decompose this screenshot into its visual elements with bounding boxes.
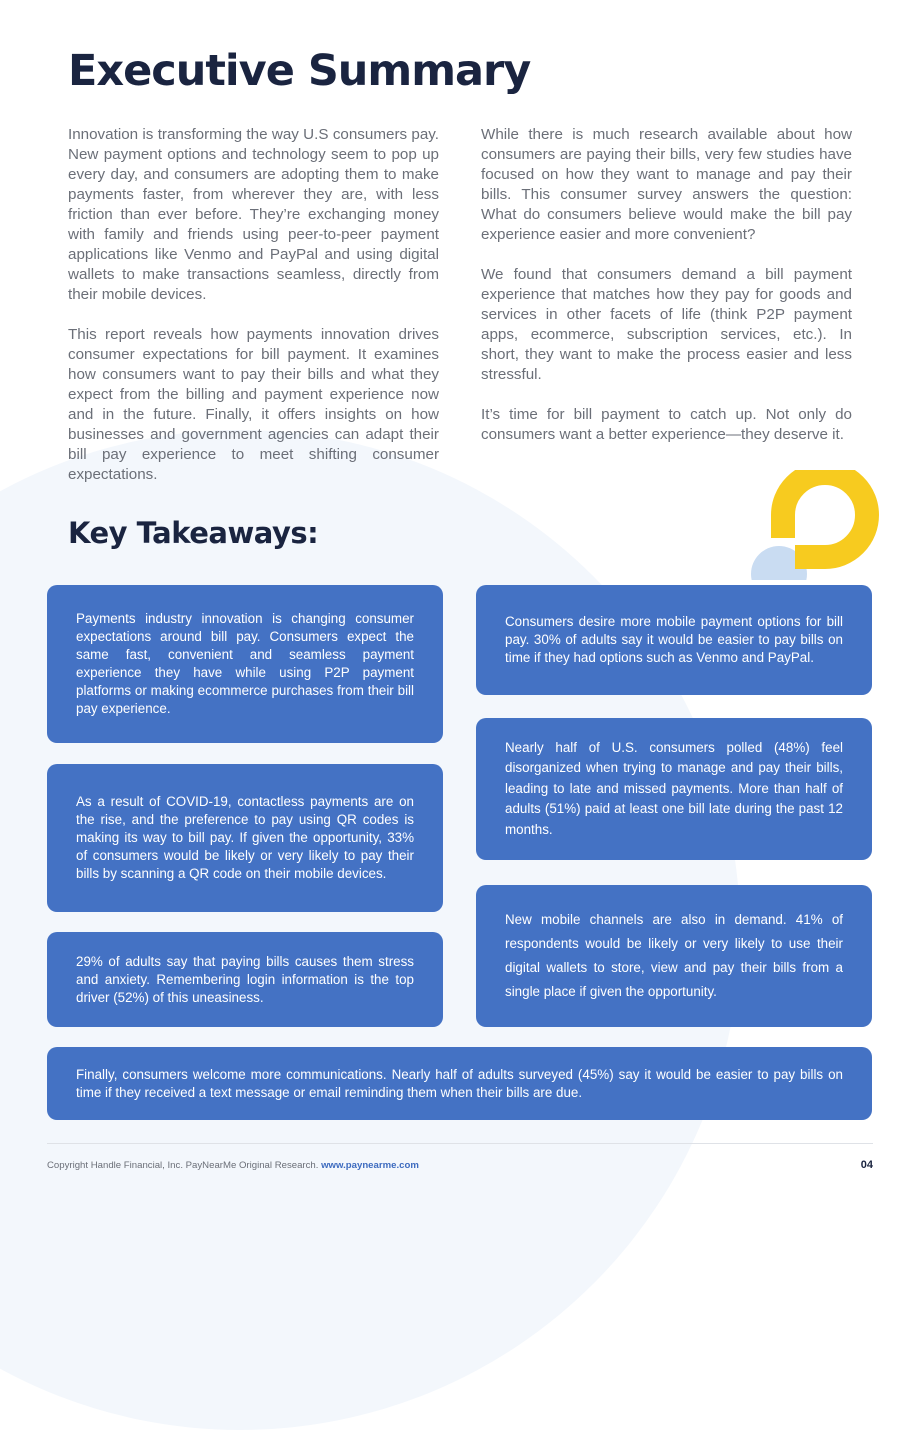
takeaway-card	[47, 1047, 872, 1120]
intro-paragraph: We found that consumers demand a bill payment experience that matches how they pay for goods and services in other facets of life (think P2P payment apps, ecommerce, subscription services, etc.). In short, they want to make the process easier and less stressful.	[481, 266, 852, 383]
page-title: Executive Summary	[68, 46, 531, 96]
takeaway-text: Nearly half of U.S. consumers polled (48%) feel disorganized when trying to manage and pay their bills, leading to late and missed payments. More than half of adults (51%) paid at least one bill late during the past 12 months.	[505, 739, 843, 837]
intro-column-left	[68, 125, 439, 505]
takeaway-text: 29% of adults say that paying bills causes them stress and anxiety. Remembering login information is the top driver (52%) of this uneasiness.	[76, 953, 414, 1005]
takeaway-text: Finally, consumers welcome more communications. Nearly half of adults surveyed (45%) say it would be easier to pay bills on time if they received a text message or email reminding them when their bills are due.	[76, 1066, 843, 1100]
takeaway-card	[476, 585, 872, 695]
page-number: 04	[860, 1159, 873, 1171]
intro-paragraph: This report reveals how payments innovation drives consumer expectations for bill payment. It examines how consumers want to pay their bills and what they expect from the billing and payment experience now and in the future. Finally, it offers insights on how businesses and government agencies can adapt their bill pay experience to meet shifting consumer expectations.	[68, 326, 439, 483]
takeaway-text: Consumers desire more mobile payment options for bill pay. 30% of adults say it would be easier to pay bills on time if they had options such as Venmo and PayPal.	[505, 614, 843, 665]
takeaway-card	[47, 764, 443, 912]
intro-paragraph: Innovation is transforming the way U.S consumers pay. New payment options and technology seem to pop up every day, and consumers are adopting them to make payments faster, from wherever they are, with less friction than ever before. They’re exchanging money with family and friends using peer-to-peer payment applications like Venmo and PayPal and using digital wallets to make transactions seamless, directly from their mobile devices.	[68, 126, 439, 303]
takeaway-text: Payments industry innovation is changing consumer expectations around bill pay. Consumers expect the same fast, convenient and seamless payment experience they have while using P2P payment platforms or making ecommerce purchases from their bill pay experience.	[76, 611, 414, 716]
takeaway-text: New mobile channels are also in demand. 41% of respondents would be likely or very likely to use their digital wallets to store, view and pay their bills from a single place if given the opportunity.	[505, 912, 843, 999]
intro-paragraph: It’s time for bill payment to catch up. Not only do consumers want a better experience—they deserve it.	[481, 406, 852, 443]
key-takeaways-heading: Key Takeaways:	[68, 516, 319, 550]
takeaway-text: As a result of COVID-19, contactless payments are on the rise, and the preference to pay using QR codes is making its way to bill pay. If given the opportunity, 33% of consumers would be likely or very likely to pay their bills by scanning a QR code on their mobile devices.	[76, 794, 414, 881]
footer-copyright: Copyright Handle Financial, Inc. PayNearMe Original Research.	[47, 1160, 319, 1171]
takeaway-card	[476, 885, 872, 1027]
footer-divider	[47, 1143, 873, 1144]
takeaway-card	[47, 585, 443, 743]
paynearme-logo-mark-icon	[748, 470, 884, 580]
takeaway-card	[476, 718, 872, 860]
intro-paragraph: While there is much research available about how consumers are paying their bills, very few studies have focused on how they want to manage and pay their bills. This consumer survey answers the question: What do consumers believe would make the bill pay experience easier and more convenient?	[481, 126, 852, 243]
takeaway-card	[47, 932, 443, 1027]
footer-url-link[interactable]: www.paynearme.com	[321, 1160, 419, 1171]
intro-column-right	[481, 125, 852, 465]
footer	[47, 1160, 419, 1171]
